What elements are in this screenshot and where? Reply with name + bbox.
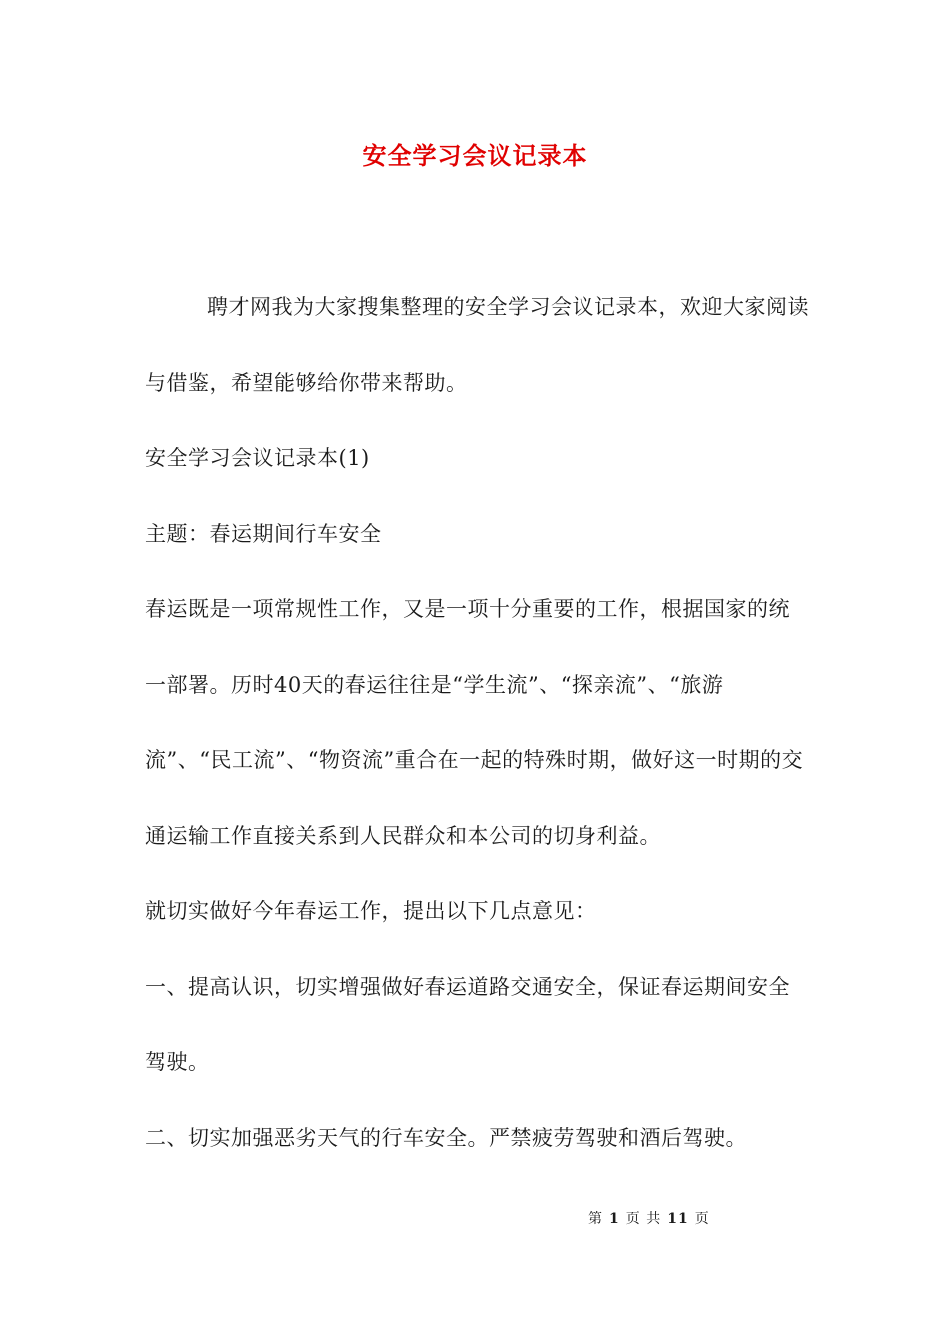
footer-total-pages: 11 xyxy=(667,1211,689,1227)
topic-line: 主题：春运期间行车安全 xyxy=(145,521,382,546)
footer-suffix: 页 xyxy=(694,1211,710,1227)
intro-paragraph: 聘才网我为大家搜集整理的安全学习会议记录本，欢迎大家阅读与借鉴，希望能够给你带来帮助。 xyxy=(145,295,809,395)
list-item: 二、切实加强恶劣天气的行车安全。严禁疲劳驾驶和酒后驾驶。 xyxy=(145,1125,747,1150)
page-footer xyxy=(588,1208,716,1228)
footer-middle: 页 共 xyxy=(625,1211,662,1227)
footer-page-number: 1 xyxy=(609,1211,620,1227)
document-body xyxy=(145,270,810,1176)
section-heading: 安全学习会议记录本(1) xyxy=(145,446,370,470)
footer-prefix: 第 xyxy=(588,1211,603,1227)
body-paragraph: 春运既是一项常规性工作，又是一项十分重要的工作，根据国家的统一部署。历时40天的春运往往是“学生流”、“探亲流”、“旅游流”、“民工流”、“物资流”重合在一起的特殊时期，做好这一时期的交通运输工作直接关系到人民群众和本公司的切身利益。 xyxy=(145,597,804,848)
body-paragraph: 就切实做好今年春运工作，提出以下几点意见： xyxy=(145,899,597,923)
list-item: 一、提高认识，切实增强做好春运道路交通安全，保证春运期间安全驾驶。 xyxy=(145,974,790,1074)
document-title: 安全学习会议记录本 xyxy=(362,141,588,170)
